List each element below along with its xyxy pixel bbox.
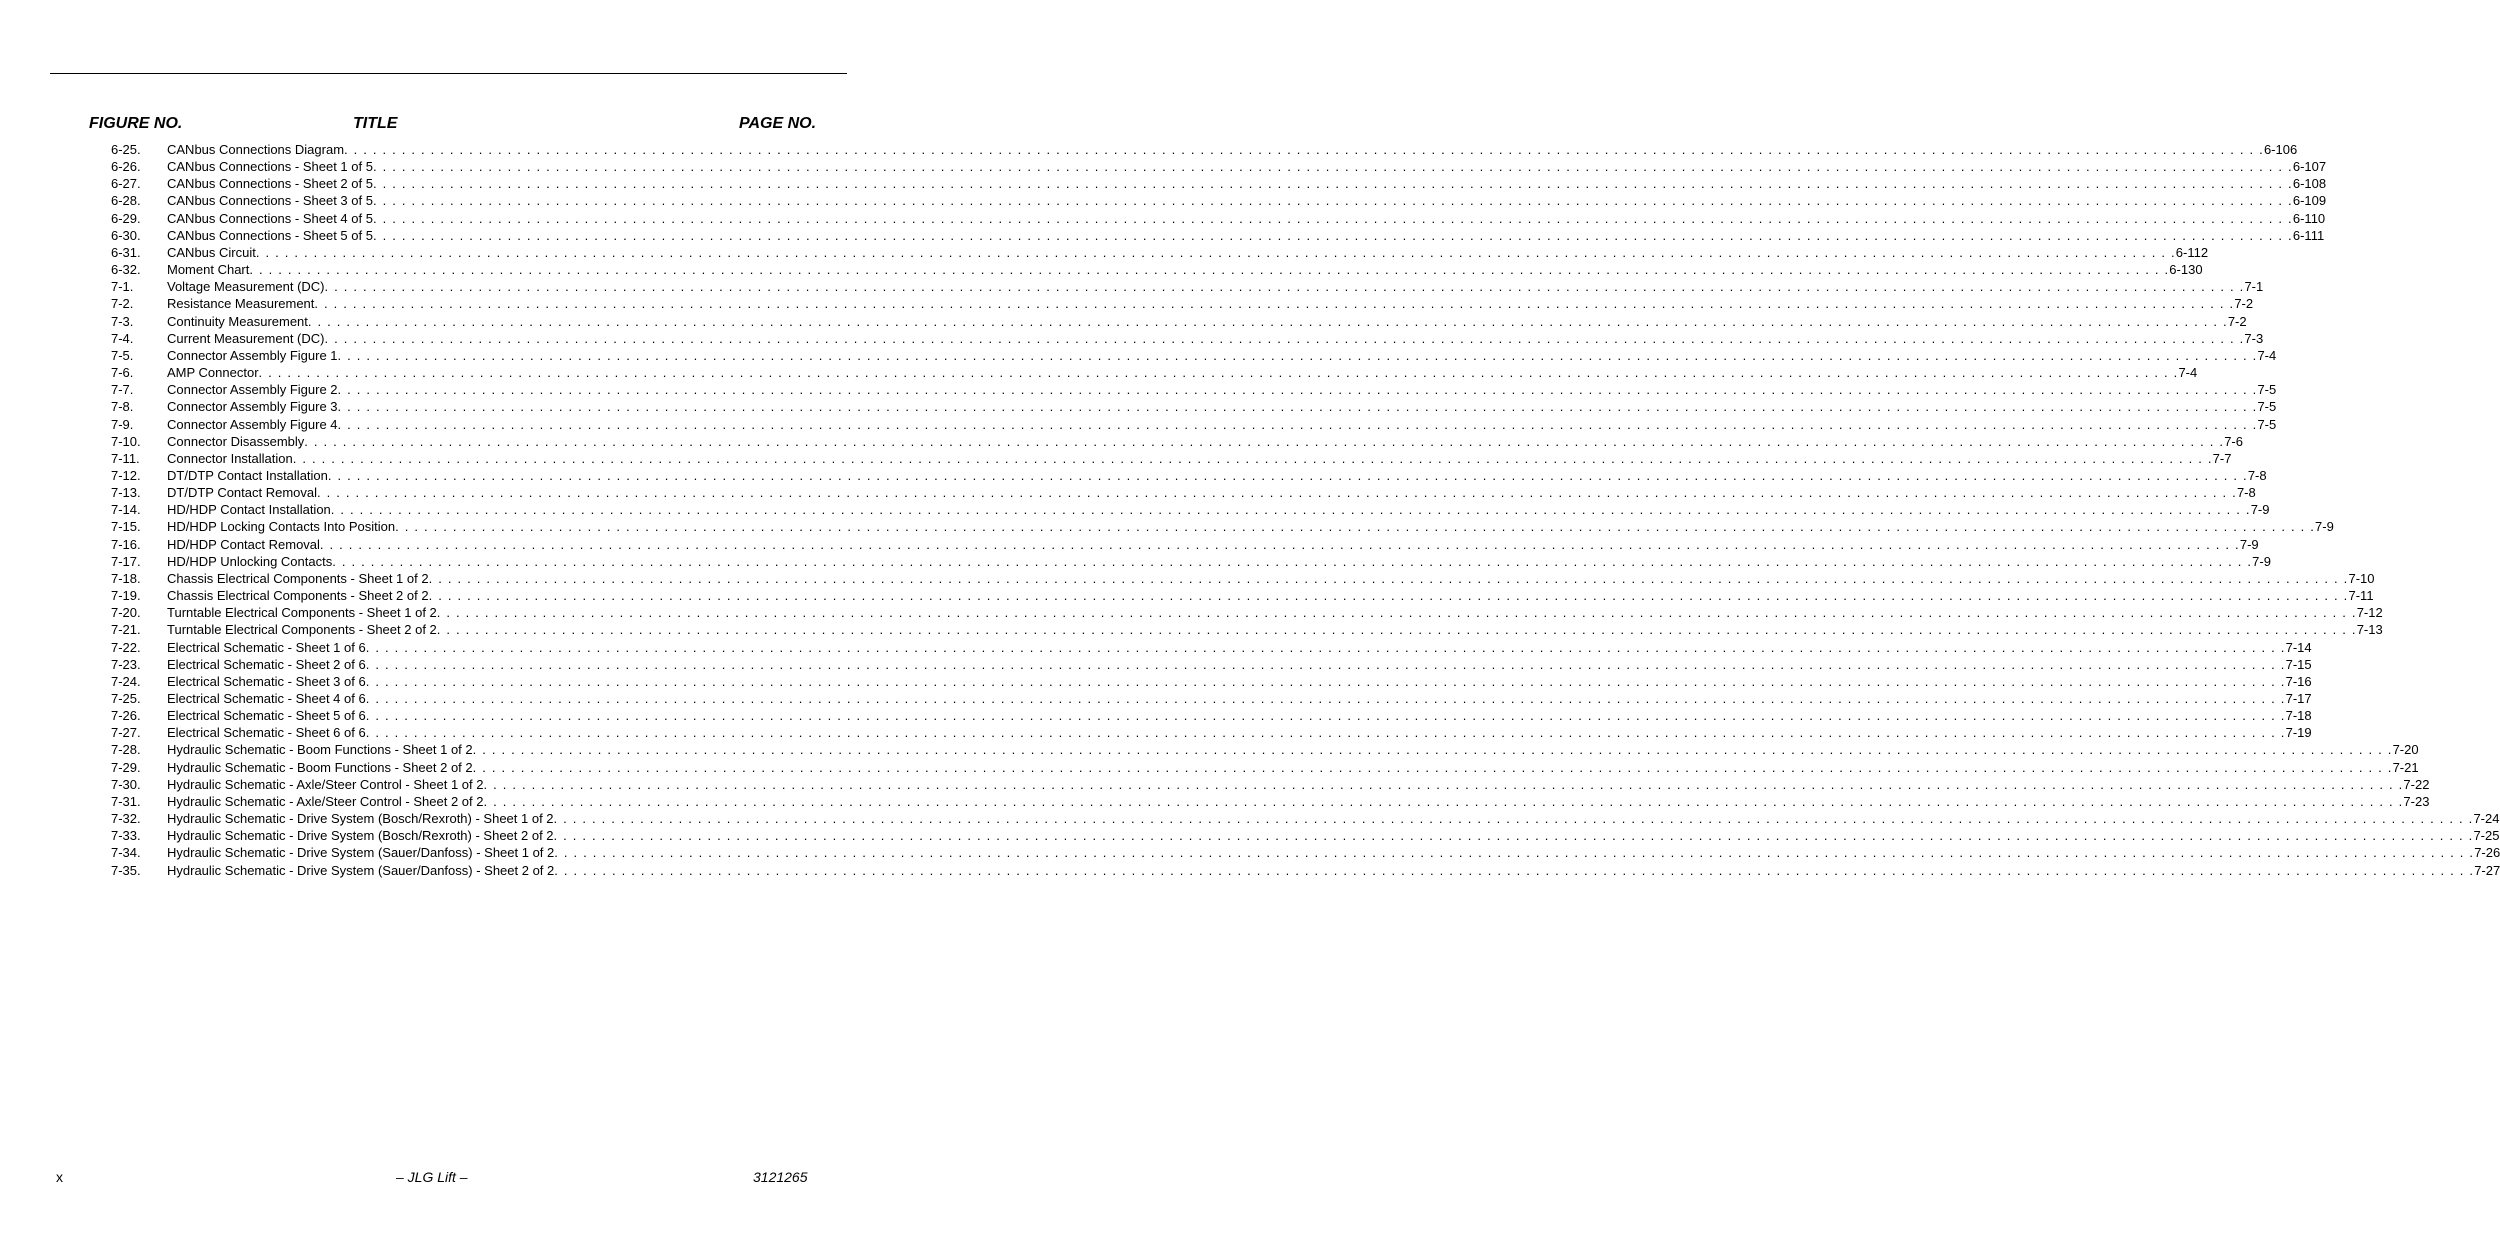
dot-leader: . . . . . . . . . . . . . . . . . . . . . . . . . . . . . . . . . . . . . . . . . . . . . . . . . . . . . . . . . . . . . . . . . . . . . . . . . . . . . . . . . . . . . . . . . . . . . . . . . . . . . . . . . . . . . . . . . . . . . . . . . . . . . . . . . . . . . . . . . . . . . . . . . . . . . . . . . . . . . . . . . . . . . . . . . . . . . . . . . . . . . . . . . . . . . . . . . . . . . . . . bbox=[314, 296, 2235, 312]
page-number: 7-23 bbox=[2403, 793, 2430, 809]
list-item bbox=[111, 278, 2264, 295]
page-number: 7-13 bbox=[2356, 622, 2383, 638]
figure-number: 7-35. bbox=[111, 862, 141, 878]
figure-title: HD/HDP Locking Contacts Into Position bbox=[167, 519, 396, 535]
page-number: 7-5 bbox=[2257, 416, 2277, 432]
figure-number: 7-23. bbox=[111, 656, 141, 672]
figure-title: Hydraulic Schematic - Boom Functions - Sheet 1 of 2 bbox=[167, 742, 473, 758]
entry-line bbox=[167, 759, 2419, 776]
figure-title: CANbus Connections Diagram bbox=[167, 142, 345, 157]
figure-title: Turntable Electrical Components - Sheet 1 of 2 bbox=[167, 605, 437, 621]
list-item bbox=[111, 862, 2500, 879]
list-item bbox=[111, 175, 2327, 192]
figure-number: 7-28. bbox=[111, 742, 141, 758]
dot-leader: . . . . . . . . . . . . . . . . . . . . . . . . . . . . . . . . . . . . . . . . . . . . . . . . . . . . . . . . . . . . . . . . . . . . . . . . . . . . . . . . . . . . . . . . . . . . . . . . . . . . . . . . . . . . . . . . . . . . . . . . . . . . . . . . . . . . . . . . . . . . . . . . . . . . . . . . . . . . . . . . . . . . . . . . . . . . . . . . . . . . . . . . . . . . . . . . . . . . . . . . bbox=[395, 519, 2316, 535]
figure-number: 7-33. bbox=[111, 828, 141, 844]
list-item bbox=[111, 484, 2256, 501]
entry-line bbox=[167, 518, 2334, 535]
dot-leader: . . . . . . . . . . . . . . . . . . . . . . . . . . . . . . . . . . . . . . . . . . . . . . . . . . . . . . . . . . . . . . . . . . . . . . . . . . . . . . . . . . . . . . . . . . . . . . . . . . . . . . . . . . . . . . . . . . . . . . . . . . . . . . . . . . . . . . . . . . . . . . . . . . . . . . . . . . . . . . . . . . . . . . . . . . . . . . . . . . . . . . . . . . . . . . . . . . . . . . . . bbox=[554, 862, 2475, 878]
figure-title: CANbus Connections - Sheet 2 of 5 bbox=[167, 176, 373, 192]
page-number: 7-25 bbox=[2473, 828, 2500, 844]
entry-line bbox=[167, 175, 2327, 192]
entry-line bbox=[167, 844, 2500, 861]
figure-title: Hydraulic Schematic - Drive System (Bosch/Rexroth) - Sheet 2 of 2 bbox=[167, 828, 554, 844]
figure-number: 7-29. bbox=[111, 759, 141, 775]
column-header-title: TITLE bbox=[353, 115, 398, 132]
figure-title: Electrical Schematic - Sheet 6 of 6 bbox=[167, 725, 366, 741]
figure-number: 7-34. bbox=[111, 845, 141, 861]
figure-number: 6-25. bbox=[111, 142, 141, 157]
figure-title: HD/HDP Contact Installation bbox=[167, 502, 331, 518]
dot-leader: . . . . . . . . . . . . . . . . . . . . . . . . . . . . . . . . . . . . . . . . . . . . . . . . . . . . . . . . . . . . . . . . . . . . . . . . . . . . . . . . . . . . . . . . . . . . . . . . . . . . . . . . . . . . . . . . . . . . . . . . . . . . . . . . . . . . . . . . . . . . . . . . . . . . . . . . . . . . . . . . . . . . . . . . . . . . . . . . . . . . . . . . . . . . . . . . . . . . . . . . bbox=[365, 656, 2286, 672]
figure-number: 7-13. bbox=[111, 485, 141, 501]
page-number: 6-110 bbox=[2292, 210, 2326, 226]
entry-line bbox=[167, 741, 2419, 758]
list-item bbox=[111, 381, 2277, 398]
figure-number: 6-29. bbox=[111, 210, 141, 226]
entry-line bbox=[167, 570, 2375, 587]
list-item bbox=[111, 690, 2312, 707]
dot-leader: . . . . . . . . . . . . . . . . . . . . . . . . . . . . . . . . . . . . . . . . . . . . . . . . . . . . . . . . . . . . . . . . . . . . . . . . . . . . . . . . . . . . . . . . . . . . . . . . . . . . . . . . . . . . . . . . . . . . . . . . . . . . . . . . . . . . . . . . . . . . . . . . . . . . . . . . . . . . . . . . . . . . . . . . . . . . . . . . . . . . . . . . . . . . . . . . . . . . . . . . bbox=[472, 742, 2393, 758]
figure-number: 7-1. bbox=[111, 279, 134, 295]
figure-title: Connector Assembly Figure 3 bbox=[167, 399, 338, 415]
dot-leader: . . . . . . . . . . . . . . . . . . . . . . . . . . . . . . . . . . . . . . . . . . . . . . . . . . . . . . . . . . . . . . . . . . . . . . . . . . . . . . . . . . . . . . . . . . . . . . . . . . . . . . . . . . . . . . . . . . . . . . . . . . . . . . . . . . . . . . . . . . . . . . . . . . . . . . . . . . . . . . . . . . . . . . . . . . . . . . . . . . . . . . . . . . . . . . . . . . . . . . . . bbox=[428, 588, 2349, 604]
dot-leader: . . . . . . . . . . . . . . . . . . . . . . . . . . . . . . . . . . . . . . . . . . . . . . . . . . . . . . . . . . . . . . . . . . . . . . . . . . . . . . . . . . . . . . . . . . . . . . . . . . . . . . . . . . . . . . . . . . . . . . . . . . . . . . . . . . . . . . . . . . . . . . . . . . . . . . . . . . . . . . . . . . . . . . . . . . . . . . . . . . . . . . . . . . . . . . . . . . . . . . . . bbox=[344, 142, 2264, 157]
page-number: 7-9 bbox=[2252, 553, 2271, 569]
entry-line bbox=[167, 467, 2267, 484]
dot-leader: . . . . . . . . . . . . . . . . . . . . . . . . . . . . . . . . . . . . . . . . . . . . . . . . . . . . . . . . . . . . . . . . . . . . . . . . . . . . . . . . . . . . . . . . . . . . . . . . . . . . . . . . . . . . . . . . . . . . . . . . . . . . . . . . . . . . . . . . . . . . . . . . . . . . . . . . . . . . . . . . . . . . . . . . . . . . . . . . . . . . . . . . . . . . . . . . . . . . . . . . bbox=[327, 467, 2248, 483]
figure-number: 7-5. bbox=[111, 347, 134, 363]
list-item bbox=[111, 244, 2209, 261]
page-number: 7-8 bbox=[2236, 485, 2256, 501]
figure-title: DT/DTP Contact Removal bbox=[167, 485, 318, 501]
entry-line bbox=[167, 656, 2312, 673]
dot-leader: . . . . . . . . . . . . . . . . . . . . . . . . . . . . . . . . . . . . . . . . . . . . . . . . . . . . . . . . . . . . . . . . . . . . . . . . . . . . . . . . . . . . . . . . . . . . . . . . . . . . . . . . . . . . . . . . . . . . . . . . . . . . . . . . . . . . . . . . . . . . . . . . . . . . . . . . . . . . . . . . . . . . . . . . . . . . . . . . . . . . . . . . . . . . . . . . . . . . . . . . bbox=[365, 725, 2286, 741]
dot-leader: . . . . . . . . . . . . . . . . . . . . . . . . . . . . . . . . . . . . . . . . . . . . . . . . . . . . . . . . . . . . . . . . . . . . . . . . . . . . . . . . . . . . . . . . . . . . . . . . . . . . . . . . . . . . . . . . . . . . . . . . . . . . . . . . . . . . . . . . . . . . . . . . . . . . . . . . . . . . . . . . . . . . . . . . . . . . . . . . . . . . . . . . . . . . . . . . . . . . . . . . bbox=[332, 553, 2253, 569]
dot-leader: . . . . . . . . . . . . . . . . . . . . . . . . . . . . . . . . . . . . . . . . . . . . . . . . . . . . . . . . . . . . . . . . . . . . . . . . . . . . . . . . . . . . . . . . . . . . . . . . . . . . . . . . . . . . . . . . . . . . . . . . . . . . . . . . . . . . . . . . . . . . . . . . . . . . . . . . . . . . . . . . . . . . . . . . . . . . . . . . . . . . . . . . . . . . . . . . . . . . . . . . bbox=[365, 691, 2286, 706]
figure-title: Continuity Measurement bbox=[167, 313, 308, 329]
list-item bbox=[111, 570, 2375, 587]
list-item bbox=[111, 621, 2383, 638]
page-number: 7-6 bbox=[2224, 433, 2243, 449]
figure-number: 7-21. bbox=[111, 622, 141, 638]
figure-number: 6-30. bbox=[111, 227, 141, 243]
list-item bbox=[111, 364, 2198, 381]
entry-line bbox=[167, 158, 2327, 175]
dot-leader: . . . . . . . . . . . . . . . . . . . . . . . . . . . . . . . . . . . . . . . . . . . . . . . . . . . . . . . . . . . . . . . . . . . . . . . . . . . . . . . . . . . . . . . . . . . . . . . . . . . . . . . . . . . . . . . . . . . . . . . . . . . . . . . . . . . . . . . . . . . . . . . . . . . . . . . . . . . . . . . . . . . . . . . . . . . . . . . . . . . . . . . . . . . . . . . . . . . . . . . . bbox=[472, 759, 2393, 775]
page-number: 7-5 bbox=[2257, 399, 2277, 415]
figure-number: 7-2. bbox=[111, 296, 134, 312]
entry-line bbox=[167, 536, 2259, 553]
entry-line bbox=[167, 793, 2430, 810]
entry-line bbox=[167, 433, 2243, 450]
figure-title: Connector Assembly Figure 1 bbox=[167, 347, 338, 363]
figure-title: Electrical Schematic - Sheet 3 of 6 bbox=[167, 673, 366, 689]
figure-title: Electrical Schematic - Sheet 2 of 6 bbox=[167, 656, 366, 672]
list-item bbox=[111, 330, 2264, 347]
list-item bbox=[111, 844, 2500, 861]
list-item bbox=[111, 295, 2254, 312]
page-number: 7-4 bbox=[2257, 347, 2277, 363]
figure-number: 7-25. bbox=[111, 691, 141, 706]
page-number: 7-8 bbox=[2247, 467, 2267, 483]
page-number: 6-130 bbox=[2169, 262, 2203, 278]
list-item bbox=[111, 587, 2374, 604]
page-number: 7-2 bbox=[2234, 296, 2254, 312]
list-item bbox=[111, 227, 2325, 244]
dot-leader: . . . . . . . . . . . . . . . . . . . . . . . . . . . . . . . . . . . . . . . . . . . . . . . . . . . . . . . . . . . . . . . . . . . . . . . . . . . . . . . . . . . . . . . . . . . . . . . . . . . . . . . . . . . . . . . . . . . . . . . . . . . . . . . . . . . . . . . . . . . . . . . . . . . . . . . . . . . . . . . . . . . . . . . . . . . . . . . . . . . . . . . . . . . . . . . . . . . . . . . . bbox=[428, 570, 2349, 586]
dot-leader: . . . . . . . . . . . . . . . . . . . . . . . . . . . . . . . . . . . . . . . . . . . . . . . . . . . . . . . . . . . . . . . . . . . . . . . . . . . . . . . . . . . . . . . . . . . . . . . . . . . . . . . . . . . . . . . . . . . . . . . . . . . . . . . . . . . . . . . . . . . . . . . . . . . . . . . . . . . . . . . . . . . . . . . . . . . . . . . . . . . . . . . . . . . . . . . . . . . . . . . . bbox=[553, 811, 2474, 827]
dot-leader: . . . . . . . . . . . . . . . . . . . . . . . . . . . . . . . . . . . . . . . . . . . . . . . . . . . . . . . . . . . . . . . . . . . . . . . . . . . . . . . . . . . . . . . . . . . . . . . . . . . . . . . . . . . . . . . . . . . . . . . . . . . . . . . . . . . . . . . . . . . . . . . . . . . . . . . . . . . . . . . . . . . . . . . . . . . . . . . . . . . . . . . . . . . . . . . . . . . . . . . . bbox=[372, 210, 2293, 226]
page-number: 7-26 bbox=[2474, 845, 2500, 861]
list-item bbox=[111, 192, 2327, 209]
figure-number: 7-12. bbox=[111, 467, 141, 483]
figure-title: Connector Installation bbox=[167, 450, 293, 466]
list-item bbox=[111, 433, 2243, 450]
figure-number: 7-3. bbox=[111, 313, 134, 329]
list-item bbox=[111, 536, 2259, 553]
list-item bbox=[111, 673, 2312, 690]
figure-title: CANbus Connections - Sheet 5 of 5 bbox=[167, 227, 373, 243]
list-item bbox=[111, 553, 2271, 570]
page-number: 7-4 bbox=[2178, 365, 2198, 381]
list-item bbox=[111, 467, 2267, 484]
dot-leader: . . . . . . . . . . . . . . . . . . . . . . . . . . . . . . . . . . . . . . . . . . . . . . . . . . . . . . . . . . . . . . . . . . . . . . . . . . . . . . . . . . . . . . . . . . . . . . . . . . . . . . . . . . . . . . . . . . . . . . . . . . . . . . . . . . . . . . . . . . . . . . . . . . . . . . . . . . . . . . . . . . . . . . . . . . . . . . . . . . . . . . . . . . . . . . . . . . . . . . . . bbox=[365, 673, 2286, 689]
page-number: 7-2 bbox=[2227, 313, 2247, 329]
page-number: 7-19 bbox=[2285, 725, 2312, 741]
list-item bbox=[111, 501, 2270, 518]
figure-title: CANbus Connections - Sheet 3 of 5 bbox=[167, 193, 373, 209]
page-number: 7-27 bbox=[2474, 862, 2500, 878]
entry-line bbox=[167, 690, 2312, 707]
figure-number: 7-6. bbox=[111, 365, 134, 381]
entry-line bbox=[167, 484, 2256, 501]
page-number: 6-109 bbox=[2292, 193, 2327, 209]
page-number: 7-9 bbox=[2315, 519, 2334, 535]
figure-title: AMP Connector bbox=[167, 365, 259, 381]
figure-title: Connector Disassembly bbox=[167, 433, 305, 449]
entry-line bbox=[167, 381, 2277, 398]
entry-line bbox=[167, 810, 2500, 827]
list-item bbox=[111, 604, 2383, 621]
page-number: 7-12 bbox=[2356, 605, 2383, 621]
dot-leader: . . . . . . . . . . . . . . . . . . . . . . . . . . . . . . . . . . . . . . . . . . . . . . . . . . . . . . . . . . . . . . . . . . . . . . . . . . . . . . . . . . . . . . . . . . . . . . . . . . . . . . . . . . . . . . . . . . . . . . . . . . . . . . . . . . . . . . . . . . . . . . . . . . . . . . . . . . . . . . . . . . . . . . . . . . . . . . . . . . . . . . . . . . . . . . . . . . . . . . . . bbox=[372, 227, 2293, 243]
page-number: 7-18 bbox=[2285, 708, 2312, 724]
page-number: 7-11 bbox=[2348, 588, 2374, 604]
dot-leader: . . . . . . . . . . . . . . . . . . . . . . . . . . . . . . . . . . . . . . . . . . . . . . . . . . . . . . . . . . . . . . . . . . . . . . . . . . . . . . . . . . . . . . . . . . . . . . . . . . . . . . . . . . . . . . . . . . . . . . . . . . . . . . . . . . . . . . . . . . . . . . . . . . . . . . . . . . . . . . . . . . . . . . . . . . . . . . . . . . . . . . . . . . . . . . . . . . . . . . . . bbox=[324, 330, 2245, 346]
page-number: 6-107 bbox=[2292, 159, 2327, 175]
dot-leader: . . . . . . . . . . . . . . . . . . . . . . . . . . . . . . . . . . . . . . . . . . . . . . . . . . . . . . . . . . . . . . . . . . . . . . . . . . . . . . . . . . . . . . . . . . . . . . . . . . . . . . . . . . . . . . . . . . . . . . . . . . . . . . . . . . . . . . . . . . . . . . . . . . . . . . . . . . . . . . . . . . . . . . . . . . . . . . . . . . . . . . . . . . . . . . . . . . . . . . . . bbox=[372, 159, 2293, 175]
figure-title: Turntable Electrical Components - Sheet 2 of 2 bbox=[167, 622, 437, 638]
dot-leader: . . . . . . . . . . . . . . . . . . . . . . . . . . . . . . . . . . . . . . . . . . . . . . . . . . . . . . . . . . . . . . . . . . . . . . . . . . . . . . . . . . . . . . . . . . . . . . . . . . . . . . . . . . . . . . . . . . . . . . . . . . . . . . . . . . . . . . . . . . . . . . . . . . . . . . . . . . . . . . . . . . . . . . . . . . . . . . . . . . . . . . . . . . . . . . . . . . . . . . . . bbox=[483, 776, 2404, 792]
footer-page-number: x bbox=[56, 1169, 63, 1185]
figure-number: 7-19. bbox=[111, 588, 141, 604]
figure-title: Electrical Schematic - Sheet 4 of 6 bbox=[167, 691, 366, 706]
page-number: 7-3 bbox=[2244, 330, 2264, 346]
entry-line bbox=[167, 776, 2430, 793]
dot-leader: . . . . . . . . . . . . . . . . . . . . . . . . . . . . . . . . . . . . . . . . . . . . . . . . . . . . . . . . . . . . . . . . . . . . . . . . . . . . . . . . . . . . . . . . . . . . . . . . . . . . . . . . . . . . . . . . . . . . . . . . . . . . . . . . . . . . . . . . . . . . . . . . . . . . . . . . . . . . . . . . . . . . . . . . . . . . . . . . . . . . . . . . . . . . . . . . . . . . . . . . bbox=[324, 279, 2245, 295]
dot-leader: . . . . . . . . . . . . . . . . . . . . . . . . . . . . . . . . . . . . . . . . . . . . . . . . . . . . . . . . . . . . . . . . . . . . . . . . . . . . . . . . . . . . . . . . . . . . . . . . . . . . . . . . . . . . . . . . . . . . . . . . . . . . . . . . . . . . . . . . . . . . . . . . . . . . . . . . . . . . . . . . . . . . . . . . . . . . . . . . . . . . . . . . . . . . . . . . . . . . . . . . bbox=[365, 708, 2286, 724]
list-item bbox=[111, 810, 2500, 827]
entry-line bbox=[167, 364, 2198, 381]
dot-leader: . . . . . . . . . . . . . . . . . . . . . . . . . . . . . . . . . . . . . . . . . . . . . . . . . . . . . . . . . . . . . . . . . . . . . . . . . . . . . . . . . . . . . . . . . . . . . . . . . . . . . . . . . . . . . . . . . . . . . . . . . . . . . . . . . . . . . . . . . . . . . . . . . . . . . . . . . . . . . . . . . . . . . . . . . . . . . . . . . . . . . . . . . . . . . . . . . . . . . . . . bbox=[553, 828, 2474, 844]
dot-leader: . . . . . . . . . . . . . . . . . . . . . . . . . . . . . . . . . . . . . . . . . . . . . . . . . . . . . . . . . . . . . . . . . . . . . . . . . . . . . . . . . . . . . . . . . . . . . . . . . . . . . . . . . . . . . . . . . . . . . . . . . . . . . . . . . . . . . . . . . . . . . . . . . . . . . . . . . . . . . . . . . . . . . . . . . . . . . . . . . . . . . . . . . . . . . . . . . . . . . . . . bbox=[317, 485, 2237, 501]
list-item bbox=[111, 741, 2419, 758]
list-item bbox=[111, 776, 2430, 793]
list-item bbox=[111, 210, 2326, 227]
page-number: 6-108 bbox=[2292, 176, 2327, 192]
entry-line bbox=[167, 724, 2312, 741]
page-number: 6-106 bbox=[2263, 142, 2298, 157]
dot-leader: . . . . . . . . . . . . . . . . . . . . . . . . . . . . . . . . . . . . . . . . . . . . . . . . . . . . . . . . . . . . . . . . . . . . . . . . . . . . . . . . . . . . . . . . . . . . . . . . . . . . . . . . . . . . . . . . . . . . . . . . . . . . . . . . . . . . . . . . . . . . . . . . . . . . . . . . . . . . . . . . . . . . . . . . . . . . . . . . . . . . . . . . . . . . . . . . . . . . . . . . bbox=[319, 536, 2240, 552]
figure-title: DT/DTP Contact Installation bbox=[167, 467, 328, 483]
figure-title: Hydraulic Schematic - Drive System (Bosch/Rexroth) - Sheet 1 of 2 bbox=[167, 811, 554, 827]
figure-number: 7-16. bbox=[111, 536, 141, 552]
figure-number: 7-22. bbox=[111, 639, 141, 655]
page-number: 7-9 bbox=[2239, 536, 2259, 552]
figure-title: Hydraulic Schematic - Drive System (Sauer/Danfoss) - Sheet 2 of 2 bbox=[167, 862, 555, 878]
figure-number: 6-28. bbox=[111, 193, 141, 209]
figure-number: 7-17. bbox=[111, 553, 141, 569]
page-number: 7-16 bbox=[2285, 673, 2312, 689]
entry-line bbox=[167, 587, 2374, 604]
dot-leader: . . . . . . . . . . . . . . . . . . . . . . . . . . . . . . . . . . . . . . . . . . . . . . . . . . . . . . . . . . . . . . . . . . . . . . . . . . . . . . . . . . . . . . . . . . . . . . . . . . . . . . . . . . . . . . . . . . . . . . . . . . . . . . . . . . . . . . . . . . . . . . . . . . . . . . . . . . . . . . . . . . . . . . . . . . . . . . . . . . . . . . . . . . . . . . . . . . . . . . . . bbox=[436, 605, 2357, 621]
figure-number: 7-26. bbox=[111, 708, 141, 724]
list-item bbox=[111, 518, 2334, 535]
figure-title: Chassis Electrical Components - Sheet 2 of 2 bbox=[167, 588, 429, 604]
figure-number: 6-32. bbox=[111, 262, 141, 278]
figure-number: 7-14. bbox=[111, 502, 141, 518]
dot-leader: . . . . . . . . . . . . . . . . . . . . . . . . . . . . . . . . . . . . . . . . . . . . . . . . . . . . . . . . . . . . . . . . . . . . . . . . . . . . . . . . . . . . . . . . . . . . . . . . . . . . . . . . . . . . . . . . . . . . . . . . . . . . . . . . . . . . . . . . . . . . . . . . . . . . . . . . . . . . . . . . . . . . . . . . . . . . . . . . . . . . . . . . . . . . . . . . . . . . . . . . bbox=[337, 382, 2258, 398]
figure-title: Chassis Electrical Components - Sheet 1 of 2 bbox=[167, 570, 429, 586]
dot-leader: . . . . . . . . . . . . . . . . . . . . . . . . . . . . . . . . . . . . . . . . . . . . . . . . . . . . . . . . . . . . . . . . . . . . . . . . . . . . . . . . . . . . . . . . . . . . . . . . . . . . . . . . . . . . . . . . . . . . . . . . . . . . . . . . . . . . . . . . . . . . . . . . . . . . . . . . . . . . . . . . . . . . . . . . . . . . . . . . . . . . . . . . . . . . . . . . . . . . . . . . bbox=[372, 193, 2293, 209]
page-number: 7-10 bbox=[2348, 570, 2375, 586]
entry-line bbox=[167, 501, 2270, 518]
figure-title: Connector Assembly Figure 4 bbox=[167, 416, 338, 432]
page-number: 6-111 bbox=[2292, 227, 2325, 243]
entry-line bbox=[167, 416, 2277, 433]
entry-line bbox=[167, 450, 2232, 467]
entry-line bbox=[167, 227, 2325, 244]
entry-line bbox=[167, 553, 2271, 570]
entry-line bbox=[167, 210, 2326, 227]
figure-number: 6-27. bbox=[111, 176, 141, 192]
column-header-figure-no: FIGURE NO. bbox=[89, 115, 183, 132]
entry-line bbox=[167, 330, 2264, 347]
dot-leader: . . . . . . . . . . . . . . . . . . . . . . . . . . . . . . . . . . . . . . . . . . . . . . . . . . . . . . . . . . . . . . . . . . . . . . . . . . . . . . . . . . . . . . . . . . . . . . . . . . . . . . . . . . . . . . . . . . . . . . . . . . . . . . . . . . . . . . . . . . . . . . . . . . . . . . . . . . . . . . . . . . . . . . . . . . . . . . . . . . . . . . . . . . . . . . . . . . . . . . . . bbox=[337, 347, 2258, 363]
list-item bbox=[111, 707, 2312, 724]
page-number: 7-22 bbox=[2403, 776, 2430, 792]
dot-leader: . . . . . . . . . . . . . . . . . . . . . . . . . . . . . . . . . . . . . . . . . . . . . . . . . . . . . . . . . . . . . . . . . . . . . . . . . . . . . . . . . . . . . . . . . . . . . . . . . . . . . . . . . . . . . . . . . . . . . . . . . . . . . . . . . . . . . . . . . . . . . . . . . . . . . . . . . . . . . . . . . . . . . . . . . . . . . . . . . . . . . . . . . . . . . . . . . . . . . . . . bbox=[304, 433, 2225, 449]
figure-number: 7-10. bbox=[111, 433, 141, 449]
list-item bbox=[111, 639, 2312, 656]
page-number: 7-14 bbox=[2285, 639, 2312, 655]
figure-number: 7-18. bbox=[111, 570, 141, 586]
entry-line bbox=[167, 261, 2203, 278]
footer-publisher: – JLG Lift – bbox=[396, 1169, 468, 1185]
figure-number: 7-9. bbox=[111, 416, 134, 432]
figure-number: 7-4. bbox=[111, 330, 134, 346]
list-item bbox=[111, 398, 2277, 415]
header-rule bbox=[50, 73, 847, 74]
figure-title: Hydraulic Schematic - Axle/Steer Control - Sheet 1 of 2 bbox=[167, 776, 484, 792]
list-item bbox=[111, 261, 2203, 278]
dot-leader: . . . . . . . . . . . . . . . . . . . . . . . . . . . . . . . . . . . . . . . . . . . . . . . . . . . . . . . . . . . . . . . . . . . . . . . . . . . . . . . . . . . . . . . . . . . . . . . . . . . . . . . . . . . . . . . . . . . . . . . . . . . . . . . . . . . . . . . . . . . . . . . . . . . . . . . . . . . . . . . . . . . . . . . . . . . . . . . . . . . . . . . . . . . . . . . . . . . . . . . . bbox=[337, 399, 2258, 415]
entry-line bbox=[167, 707, 2312, 724]
entry-line bbox=[167, 621, 2383, 638]
entry-line bbox=[167, 295, 2254, 312]
figure-title: Connector Assembly Figure 2 bbox=[167, 382, 338, 398]
figure-list bbox=[111, 141, 2500, 879]
dot-leader: . . . . . . . . . . . . . . . . . . . . . . . . . . . . . . . . . . . . . . . . . . . . . . . . . . . . . . . . . . . . . . . . . . . . . . . . . . . . . . . . . . . . . . . . . . . . . . . . . . . . . . . . . . . . . . . . . . . . . . . . . . . . . . . . . . . . . . . . . . . . . . . . . . . . . . . . . . . . . . . . . . . . . . . . . . . . . . . . . . . . . . . . . . . . . . . . . . . . . . . . bbox=[258, 365, 2179, 381]
figure-number: 7-30. bbox=[111, 776, 141, 792]
entry-line bbox=[167, 192, 2327, 209]
figure-title: HD/HDP Contact Removal bbox=[167, 536, 320, 552]
figure-title: CANbus Connections - Sheet 1 of 5 bbox=[167, 159, 373, 175]
page-number: 7-1 bbox=[2244, 279, 2264, 295]
footer-doc-number: 3121265 bbox=[753, 1169, 808, 1185]
figure-number: 7-20. bbox=[111, 605, 141, 621]
entry-line bbox=[167, 398, 2277, 415]
dot-leader: . . . . . . . . . . . . . . . . . . . . . . . . . . . . . . . . . . . . . . . . . . . . . . . . . . . . . . . . . . . . . . . . . . . . . . . . . . . . . . . . . . . . . . . . . . . . . . . . . . . . . . . . . . . . . . . . . . . . . . . . . . . . . . . . . . . . . . . . . . . . . . . . . . . . . . . . . . . . . . . . . . . . . . . . . . . . . . . . . . . . . . . . . . . . . . . . . . . . . . . . bbox=[554, 845, 2475, 861]
list-item bbox=[111, 313, 2247, 330]
figure-number: 7-27. bbox=[111, 725, 141, 741]
entry-line bbox=[167, 604, 2383, 621]
figure-title: Hydraulic Schematic - Drive System (Sauer/Danfoss) - Sheet 1 of 2 bbox=[167, 845, 555, 861]
page-number: 7-17 bbox=[2285, 691, 2312, 706]
figure-title: Moment Chart bbox=[167, 262, 250, 278]
figure-number: 7-11. bbox=[111, 450, 140, 466]
figure-title: Current Measurement (DC) bbox=[167, 330, 325, 346]
page-number: 7-24 bbox=[2473, 811, 2500, 827]
page-number: 7-20 bbox=[2392, 742, 2419, 758]
dot-leader: . . . . . . . . . . . . . . . . . . . . . . . . . . . . . . . . . . . . . . . . . . . . . . . . . . . . . . . . . . . . . . . . . . . . . . . . . . . . . . . . . . . . . . . . . . . . . . . . . . . . . . . . . . . . . . . . . . . . . . . . . . . . . . . . . . . . . . . . . . . . . . . . . . . . . . . . . . . . . . . . . . . . . . . . . . . . . . . . . . . . . . . . . . . . . . . . . . . . . . . . bbox=[483, 793, 2404, 809]
page-number: 6-112 bbox=[2175, 244, 2209, 260]
dot-leader: . . . . . . . . . . . . . . . . . . . . . . . . . . . . . . . . . . . . . . . . . . . . . . . . . . . . . . . . . . . . . . . . . . . . . . . . . . . . . . . . . . . . . . . . . . . . . . . . . . . . . . . . . . . . . . . . . . . . . . . . . . . . . . . . . . . . . . . . . . . . . . . . . . . . . . . . . . . . . . . . . . . . . . . . . . . . . . . . . . . . . . . . . . . . . . . . . . . . . . . . bbox=[372, 176, 2293, 192]
entry-line bbox=[167, 244, 2209, 261]
figure-title: Voltage Measurement (DC) bbox=[167, 279, 325, 295]
figure-title: CANbus Circuit bbox=[167, 244, 256, 260]
dot-leader: . . . . . . . . . . . . . . . . . . . . . . . . . . . . . . . . . . . . . . . . . . . . . . . . . . . . . . . . . . . . . . . . . . . . . . . . . . . . . . . . . . . . . . . . . . . . . . . . . . . . . . . . . . . . . . . . . . . . . . . . . . . . . . . . . . . . . . . . . . . . . . . . . . . . . . . . . . . . . . . . . . . . . . . . . . . . . . . . . . . . . . . . . . . . . . . . . . . . . . . . bbox=[307, 313, 2228, 329]
figure-number: 6-31. bbox=[111, 244, 141, 260]
page-number: 7-9 bbox=[2250, 502, 2270, 518]
entry-line bbox=[167, 141, 2298, 158]
figure-title: CANbus Connections - Sheet 4 of 5 bbox=[167, 210, 373, 226]
page-number: 7-5 bbox=[2257, 382, 2277, 398]
figure-number: 7-7. bbox=[111, 382, 134, 398]
figure-number: 7-24. bbox=[111, 673, 141, 689]
figure-number: 7-8. bbox=[111, 399, 134, 415]
entry-line bbox=[167, 347, 2277, 364]
list-item bbox=[111, 759, 2419, 776]
entry-line bbox=[167, 827, 2500, 844]
page-number: 7-21 bbox=[2392, 759, 2419, 775]
figure-title: Resistance Measurement bbox=[167, 296, 315, 312]
page-number: 7-7 bbox=[2212, 450, 2232, 466]
list-item bbox=[111, 416, 2277, 433]
dot-leader: . . . . . . . . . . . . . . . . . . . . . . . . . . . . . . . . . . . . . . . . . . . . . . . . . . . . . . . . . . . . . . . . . . . . . . . . . . . . . . . . . . . . . . . . . . . . . . . . . . . . . . . . . . . . . . . . . . . . . . . . . . . . . . . . . . . . . . . . . . . . . . . . . . . . . . . . . . . . . . . . . . . . . . . . . . . . . . . . . . . . . . . . . . . . . . . . . . . . . . . . bbox=[436, 622, 2357, 638]
figure-number: 6-26. bbox=[111, 159, 141, 175]
figure-title: Electrical Schematic - Sheet 5 of 6 bbox=[167, 708, 366, 724]
dot-leader: . . . . . . . . . . . . . . . . . . . . . . . . . . . . . . . . . . . . . . . . . . . . . . . . . . . . . . . . . . . . . . . . . . . . . . . . . . . . . . . . . . . . . . . . . . . . . . . . . . . . . . . . . . . . . . . . . . . . . . . . . . . . . . . . . . . . . . . . . . . . . . . . . . . . . . . . . . . . . . . . . . . . . . . . . . . . . . . . . . . . . . . . . . . . . . . . . . . . . . . . bbox=[330, 502, 2251, 518]
dot-leader: . . . . . . . . . . . . . . . . . . . . . . . . . . . . . . . . . . . . . . . . . . . . . . . . . . . . . . . . . . . . . . . . . . . . . . . . . . . . . . . . . . . . . . . . . . . . . . . . . . . . . . . . . . . . . . . . . . . . . . . . . . . . . . . . . . . . . . . . . . . . . . . . . . . . . . . . . . . . . . . . . . . . . . . . . . . . . . . . . . . . . . . . . . . . . . . . . . . . . . . . bbox=[292, 450, 2213, 466]
figure-title: Hydraulic Schematic - Boom Functions - Sheet 2 of 2 bbox=[167, 759, 473, 775]
list-item bbox=[111, 141, 2298, 158]
figure-number: 7-32. bbox=[111, 811, 141, 827]
list-item bbox=[111, 656, 2312, 673]
figure-number: 7-15. bbox=[111, 519, 141, 535]
list-item bbox=[111, 158, 2327, 175]
figure-title: Hydraulic Schematic - Axle/Steer Control - Sheet 2 of 2 bbox=[167, 793, 484, 809]
entry-line bbox=[167, 278, 2264, 295]
figure-title: HD/HDP Unlocking Contacts bbox=[167, 553, 333, 569]
dot-leader: . . . . . . . . . . . . . . . . . . . . . . . . . . . . . . . . . . . . . . . . . . . . . . . . . . . . . . . . . . . . . . . . . . . . . . . . . . . . . . . . . . . . . . . . . . . . . . . . . . . . . . . . . . . . . . . . . . . . . . . . . . . . . . . . . . . . . . . . . . . . . . . . . . . . . . . . . . . . . . . . . . . . . . . . . . . . . . . . . . . . . . . . . . . . . . . . . . . . . . . . bbox=[249, 262, 2170, 278]
entry-line bbox=[167, 639, 2312, 656]
page-number: 7-15 bbox=[2285, 656, 2312, 672]
list-item bbox=[111, 793, 2430, 810]
figure-number: 7-31. bbox=[111, 793, 141, 809]
list-item bbox=[111, 450, 2232, 467]
list-item bbox=[111, 724, 2312, 741]
entry-line bbox=[167, 673, 2312, 690]
list-item bbox=[111, 827, 2500, 844]
column-header-page-no: PAGE NO. bbox=[739, 115, 817, 132]
dot-leader: . . . . . . . . . . . . . . . . . . . . . . . . . . . . . . . . . . . . . . . . . . . . . . . . . . . . . . . . . . . . . . . . . . . . . . . . . . . . . . . . . . . . . . . . . . . . . . . . . . . . . . . . . . . . . . . . . . . . . . . . . . . . . . . . . . . . . . . . . . . . . . . . . . . . . . . . . . . . . . . . . . . . . . . . . . . . . . . . . . . . . . . . . . . . . . . . . . . . . . . . bbox=[255, 244, 2176, 260]
figure-title: Electrical Schematic - Sheet 1 of 6 bbox=[167, 639, 366, 655]
entry-line bbox=[167, 313, 2247, 330]
list-item bbox=[111, 347, 2277, 364]
entry-line bbox=[167, 862, 2500, 879]
dot-leader: . . . . . . . . . . . . . . . . . . . . . . . . . . . . . . . . . . . . . . . . . . . . . . . . . . . . . . . . . . . . . . . . . . . . . . . . . . . . . . . . . . . . . . . . . . . . . . . . . . . . . . . . . . . . . . . . . . . . . . . . . . . . . . . . . . . . . . . . . . . . . . . . . . . . . . . . . . . . . . . . . . . . . . . . . . . . . . . . . . . . . . . . . . . . . . . . . . . . . . . . bbox=[365, 639, 2286, 655]
dot-leader: . . . . . . . . . . . . . . . . . . . . . . . . . . . . . . . . . . . . . . . . . . . . . . . . . . . . . . . . . . . . . . . . . . . . . . . . . . . . . . . . . . . . . . . . . . . . . . . . . . . . . . . . . . . . . . . . . . . . . . . . . . . . . . . . . . . . . . . . . . . . . . . . . . . . . . . . . . . . . . . . . . . . . . . . . . . . . . . . . . . . . . . . . . . . . . . . . . . . . . . . bbox=[337, 416, 2258, 432]
